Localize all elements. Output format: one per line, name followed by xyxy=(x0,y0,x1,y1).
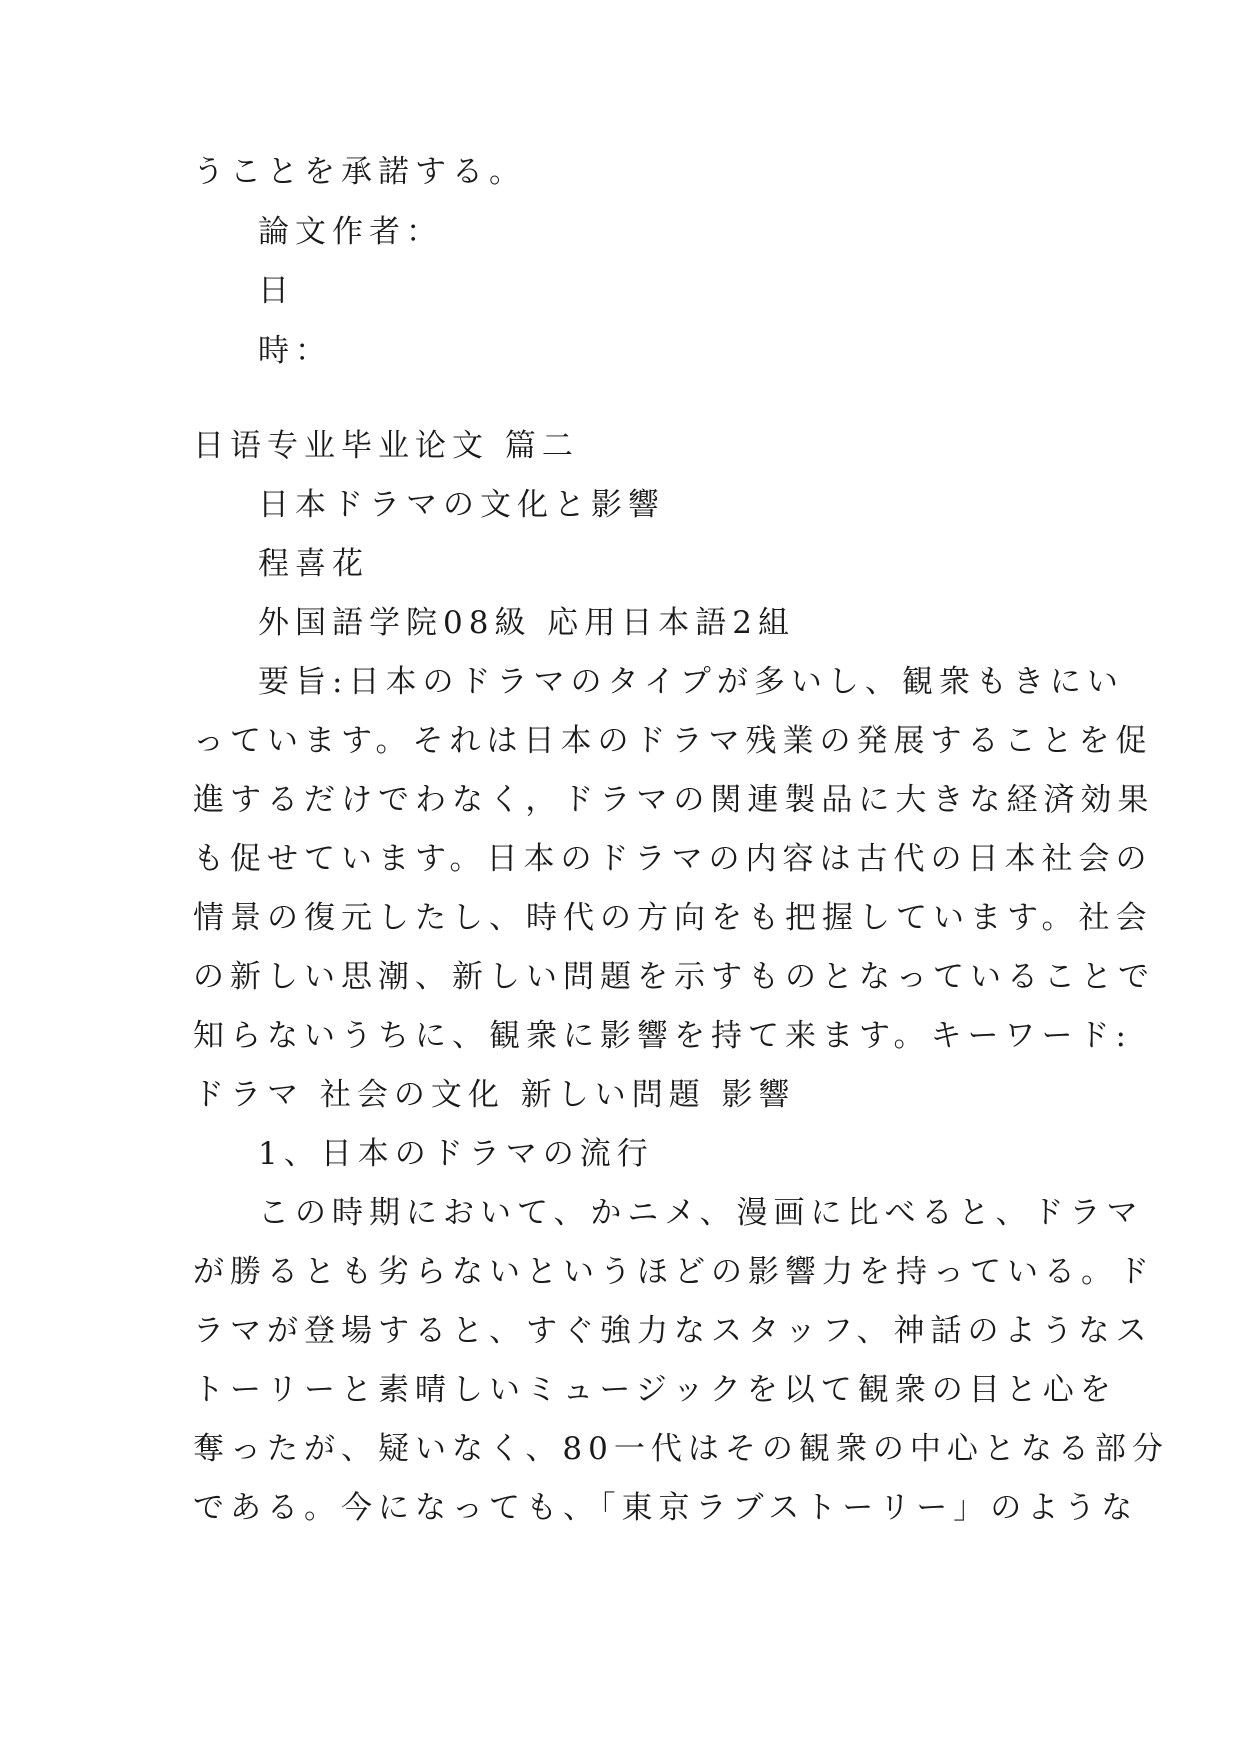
time-label: 時： xyxy=(258,333,332,369)
body-line: ラマが登場すると、すぐ強力なスタッフ、神話のようなス xyxy=(193,1313,1153,1349)
abstract-line: 知らないうちに、観衆に影響を持て来ます。キーワード: xyxy=(193,1018,1132,1054)
body-line: 奪ったが、疑いなく、80一代はその観衆の中心となる部分 xyxy=(193,1431,1169,1467)
paper-title: 日本ドラマの文化と影響 xyxy=(258,487,665,523)
section-heading-1: 1、日本のドラマの流行 xyxy=(258,1136,654,1172)
date-label-part: 日 xyxy=(258,273,295,309)
section-heading: 日语专业毕业论文 篇二 xyxy=(193,428,579,464)
abstract-line: 情景の復元したし、時代の方向をも把握しています。社会 xyxy=(193,900,1153,936)
abstract-line: っています。それは日本のドラマ残業の発展することを促 xyxy=(193,723,1153,759)
keywords-line: ドラマ 社会の文化 新しい問題 影響 xyxy=(193,1077,796,1113)
author-affiliation: 外国語学院08級 応用日本語2組 xyxy=(258,605,796,641)
body-line: である。今になっても、「東京ラブストーリー」のような xyxy=(193,1490,1139,1526)
abstract-line: 要旨:日本のドラマのタイプが多いし、観衆もきにい xyxy=(258,664,1124,700)
abstract-line: 進するだけでわなく，ドラマの関連製品に大きな経済効果 xyxy=(193,782,1155,818)
text-line: うことを承諾する。 xyxy=(193,154,526,190)
body-line: トーリーと素晴しいミュージックを以て観衆の目と心を xyxy=(193,1372,1117,1408)
body-line: が勝るとも劣らないというほどの影響力を持っている。ド xyxy=(193,1254,1155,1290)
author-label: 論文作者： xyxy=(258,214,443,250)
abstract-line: の新しい思潮、新しい問題を示すものとなっていることで xyxy=(193,959,1155,995)
abstract-line: も促せています。日本のドラマの内容は古代の日本社会の xyxy=(193,841,1153,877)
author-name: 程喜花 xyxy=(258,546,369,582)
body-line: この時期において、かニメ、漫画に比べると、ドラマ xyxy=(258,1195,1144,1231)
